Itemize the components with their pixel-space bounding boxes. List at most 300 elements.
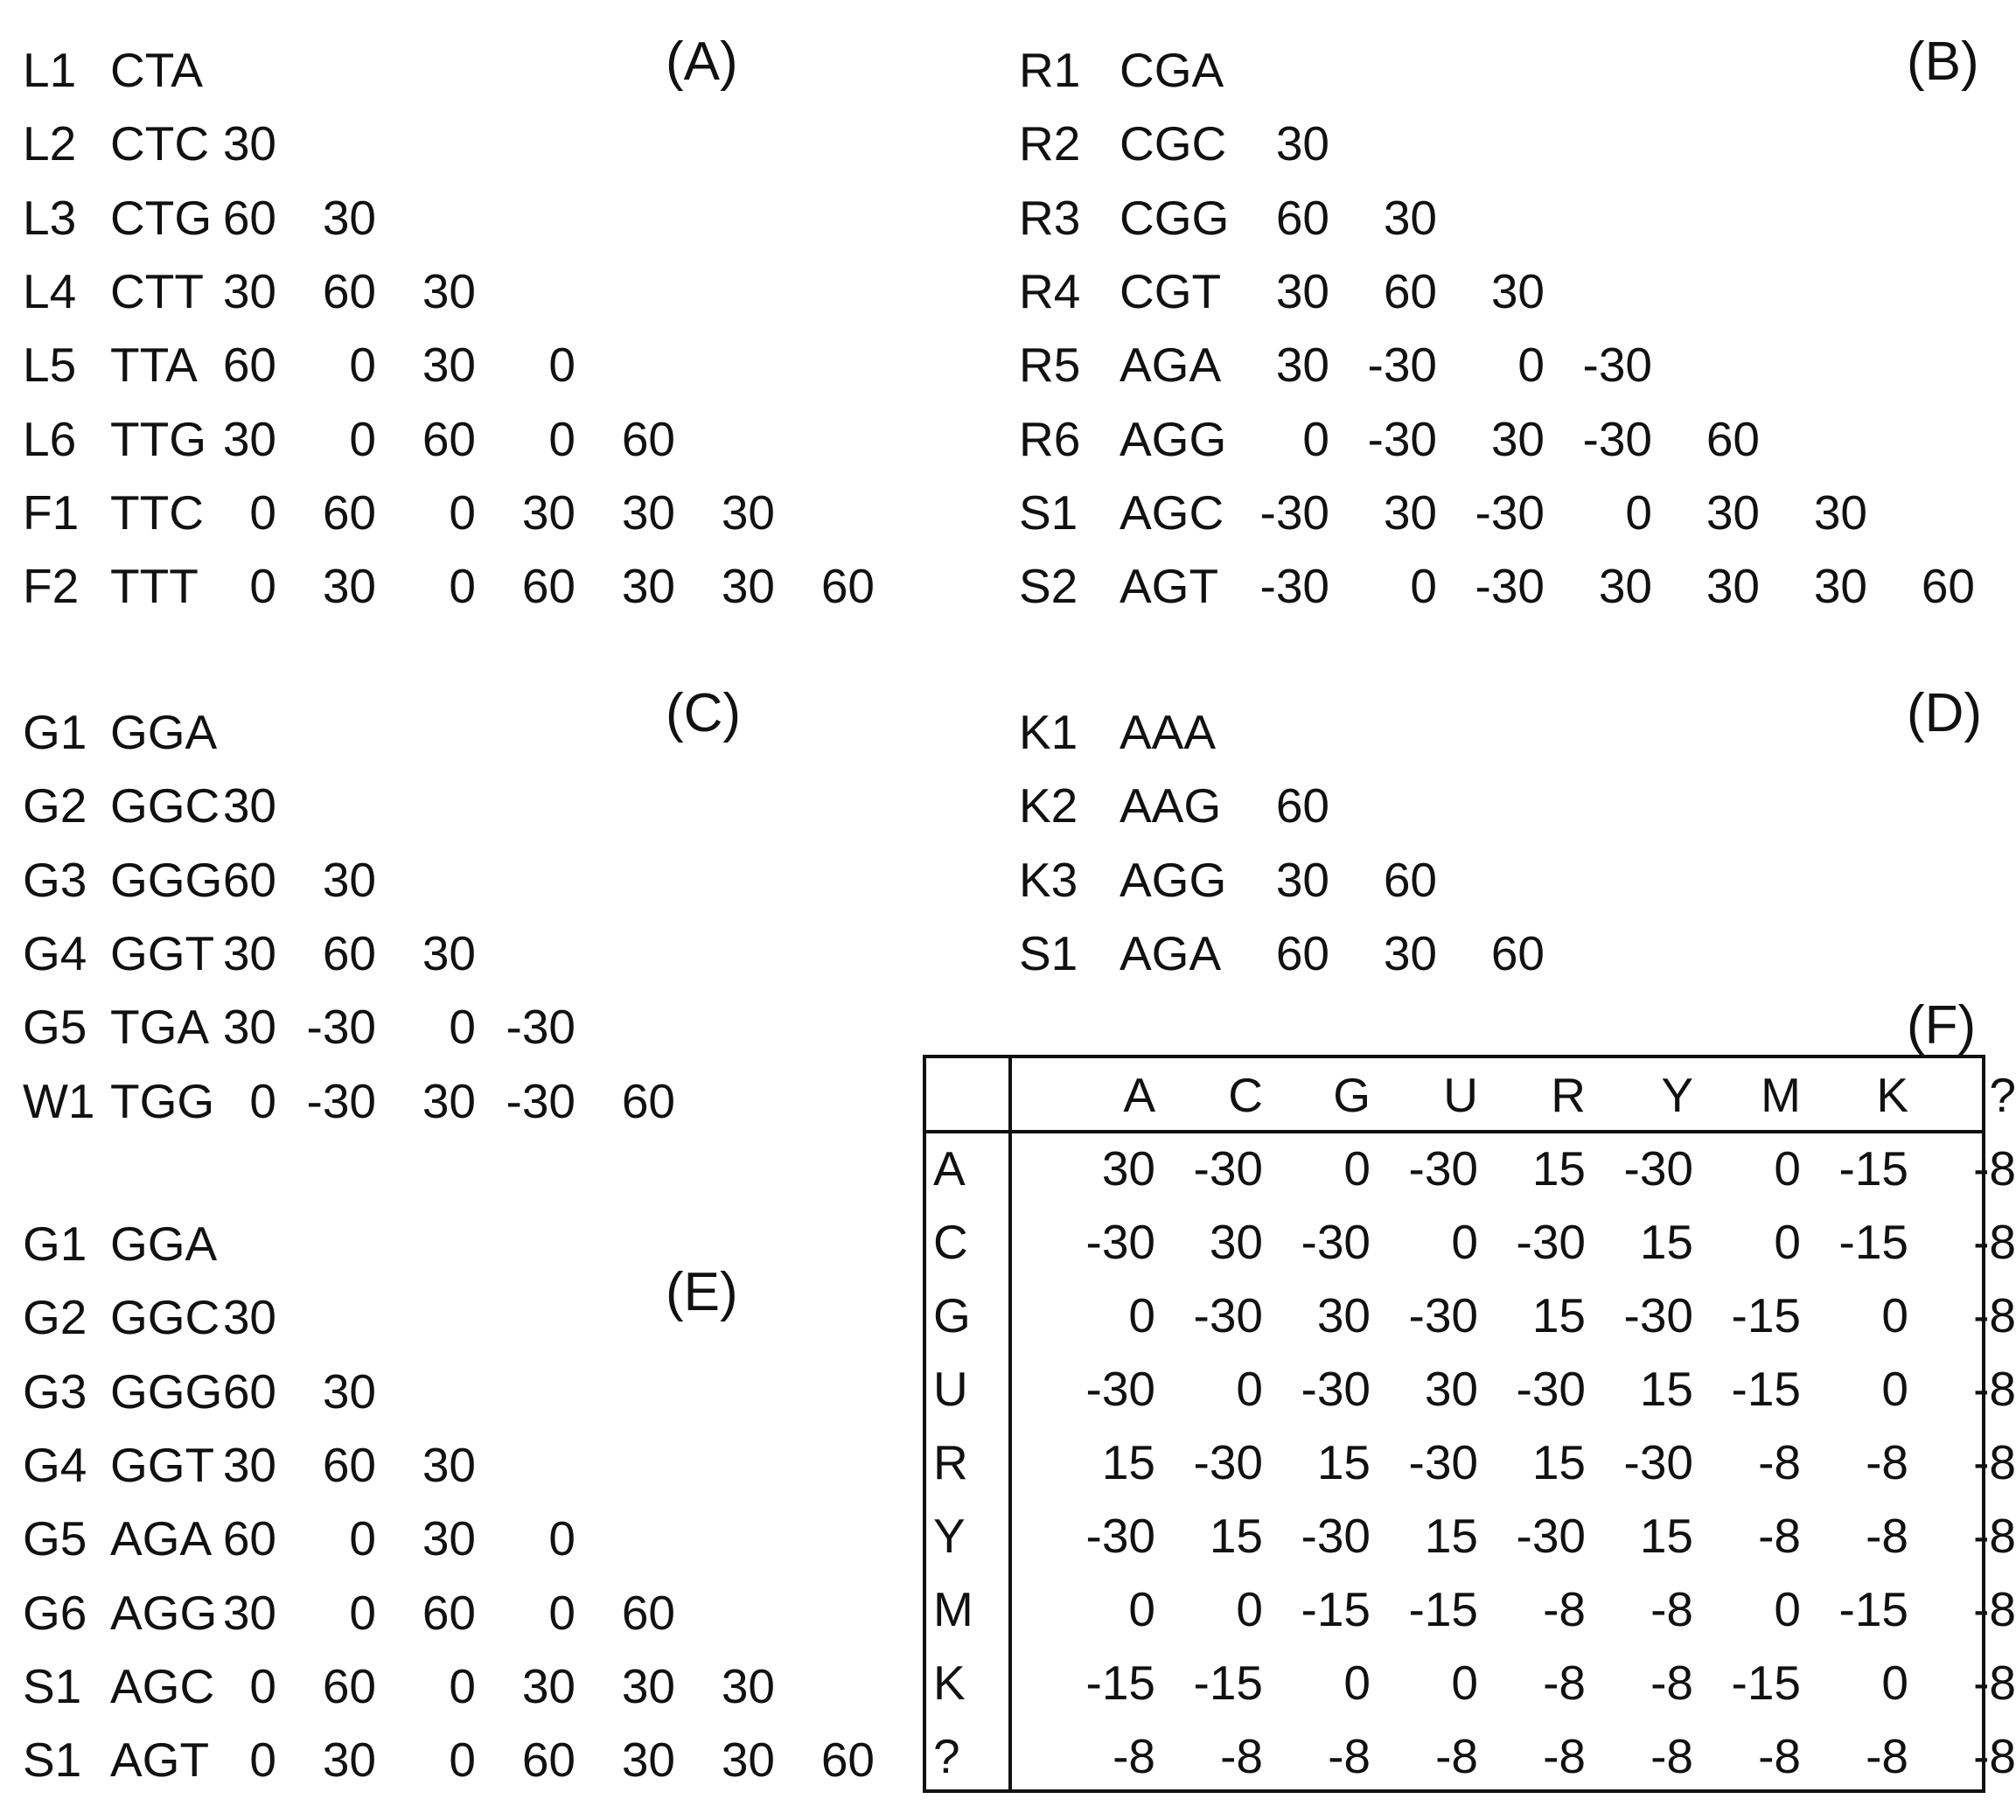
matrix-cell: 0: [1128, 1582, 1155, 1636]
row-id: G4: [23, 1437, 87, 1492]
row-header: C: [933, 1215, 968, 1269]
score-value: 60: [1383, 263, 1437, 318]
matrix-cell: -30: [1516, 1362, 1586, 1416]
score-value: 0: [449, 1000, 476, 1055]
matrix-cell: -30: [1301, 1215, 1371, 1269]
matrix-cell: -30: [1085, 1509, 1155, 1563]
codon-row: [23, 1207, 985, 1280]
column-header: A: [1123, 1068, 1155, 1122]
score-value: 30: [1813, 485, 1867, 540]
matrix-cell: -15: [1085, 1656, 1155, 1710]
codon: AGA: [1120, 925, 1222, 980]
score-value: 0: [349, 1585, 376, 1640]
matrix-cell: -30: [1085, 1215, 1155, 1269]
matrix-cell: 0: [1881, 1362, 1908, 1416]
codon-row: [23, 181, 985, 255]
codon-row: [1019, 107, 1981, 180]
codon-row: [23, 33, 985, 107]
score-value: 30: [721, 485, 775, 540]
score-value: 30: [222, 116, 276, 171]
score-value: 30: [1490, 411, 1545, 466]
codon-row: [1019, 328, 1981, 401]
score-value: 0: [249, 1658, 276, 1713]
row-id: G5: [23, 1000, 87, 1055]
codon: AGC: [110, 1658, 215, 1713]
matrix-cell: 30: [1101, 1141, 1155, 1196]
panel-label: (C): [666, 683, 742, 743]
score-value: 60: [820, 559, 875, 614]
score-value: -30: [1475, 485, 1545, 540]
codon: GGT: [110, 1437, 215, 1492]
codon: AGA: [1120, 338, 1222, 393]
column-header: K: [1876, 1068, 1908, 1122]
matrix-cell: -30: [1193, 1435, 1263, 1489]
score-value: 30: [1706, 559, 1760, 614]
row-id: R6: [1019, 411, 1081, 466]
codon-row: [23, 1576, 985, 1649]
score-value: 30: [322, 190, 376, 245]
matrix-cell: -8: [1973, 1362, 2016, 1416]
codon: GGC: [110, 1290, 220, 1345]
score-value: 60: [322, 1437, 376, 1492]
matrix-cell: -8: [1543, 1656, 1586, 1710]
matrix-cell: -15: [1731, 1656, 1801, 1710]
score-value: 30: [621, 485, 675, 540]
score-value: 30: [222, 1000, 276, 1055]
score-value: 30: [422, 1073, 476, 1128]
matrix-cell: -8: [1973, 1582, 2016, 1636]
codon-row: [23, 1355, 985, 1428]
codon-row: [23, 1428, 985, 1502]
row-id: R3: [1019, 190, 1081, 245]
row-id: G3: [23, 852, 87, 907]
score-value: 30: [422, 263, 476, 318]
matrix-cell: -15: [1838, 1141, 1908, 1196]
codon: AAG: [1120, 778, 1222, 833]
score-value: 0: [449, 485, 476, 540]
score-value: 30: [1383, 190, 1437, 245]
score-value: 30: [322, 852, 376, 907]
row-id: G3: [23, 1363, 87, 1419]
row-id: G1: [23, 705, 87, 759]
matrix-cell: 0: [1236, 1362, 1263, 1416]
score-value: 60: [1490, 925, 1545, 980]
score-value: -30: [1475, 559, 1545, 614]
codon-row: [23, 990, 985, 1063]
score-value: -30: [1582, 338, 1652, 393]
matrix-cell: 0: [1881, 1288, 1908, 1342]
score-value: 30: [322, 1363, 376, 1419]
score-value: -30: [1367, 411, 1437, 466]
matrix-cell: -8: [1543, 1582, 1586, 1636]
codon: GGG: [110, 1363, 223, 1419]
matrix-cell: -8: [1973, 1141, 2016, 1196]
codon-row: [23, 402, 985, 476]
codon: CGT: [1120, 263, 1222, 318]
score-value: 60: [621, 1585, 675, 1640]
score-value: -30: [1367, 338, 1437, 393]
codon-row: [23, 695, 985, 769]
score-value: 60: [1275, 190, 1329, 245]
score-value: 0: [1625, 485, 1652, 540]
codon-row: [1019, 476, 1981, 549]
row-id: G6: [23, 1585, 87, 1640]
matrix-cell: -8: [1866, 1729, 1908, 1783]
codon: AAA: [1120, 705, 1217, 759]
row-id: S1: [23, 1658, 82, 1713]
row-header: G: [933, 1288, 971, 1342]
score-value: 30: [222, 411, 276, 466]
score-value: 0: [349, 411, 376, 466]
score-value: 0: [349, 338, 376, 393]
codon: AGC: [1120, 485, 1224, 540]
score-value: -30: [506, 1000, 576, 1055]
score-value: 30: [222, 263, 276, 318]
row-id: R1: [1019, 43, 1081, 97]
row-header: M: [933, 1582, 973, 1636]
row-id: W1: [23, 1073, 95, 1128]
score-value: 0: [249, 485, 276, 540]
codon-row: [23, 107, 985, 180]
matrix-cell: -15: [1301, 1582, 1371, 1636]
matrix-cell: -30: [1301, 1509, 1371, 1563]
score-value: 60: [422, 1585, 476, 1640]
codon: GGT: [110, 925, 215, 980]
codon-row: [23, 1064, 985, 1138]
matrix-cell: -8: [1758, 1509, 1801, 1563]
codon-row: [23, 1280, 985, 1354]
row-id: R2: [1019, 116, 1081, 171]
score-value: 30: [222, 778, 276, 833]
score-value: 30: [422, 925, 476, 980]
matrix-cell: -8: [1973, 1729, 2016, 1783]
row-id: L1: [23, 43, 77, 97]
codon-row: [1019, 181, 1981, 255]
codon: TGG: [110, 1073, 215, 1128]
substitution-matrix: [923, 1055, 2016, 1793]
row-id: G1: [23, 1217, 87, 1271]
score-value: 30: [1598, 559, 1652, 614]
row-header: K: [933, 1656, 966, 1710]
column-header: R: [1551, 1068, 1586, 1122]
score-value: 30: [322, 559, 376, 614]
score-value: 30: [1706, 485, 1760, 540]
codon-row: [1019, 917, 1981, 990]
score-value: 0: [249, 559, 276, 614]
score-value: 30: [222, 1585, 276, 1640]
codon: AGA: [110, 1511, 213, 1566]
codon: CGA: [1120, 43, 1224, 97]
matrix-cell: -15: [1838, 1215, 1908, 1269]
row-id: L5: [23, 338, 77, 393]
matrix-cell: -8: [1973, 1435, 2016, 1489]
codon: TTC: [110, 485, 204, 540]
matrix-cell: 15: [1101, 1435, 1155, 1489]
matrix-cell: -30: [1193, 1141, 1263, 1196]
score-value: 30: [1275, 338, 1329, 393]
score-value: 60: [222, 338, 276, 393]
score-value: 30: [621, 559, 675, 614]
score-value: 60: [621, 411, 675, 466]
matrix-cell: -8: [1973, 1215, 2016, 1269]
column-header: U: [1443, 1068, 1478, 1122]
matrix-cell: 15: [1531, 1141, 1586, 1196]
codon: CTG: [110, 190, 213, 245]
codon: GGA: [110, 705, 218, 759]
row-header: U: [933, 1362, 968, 1416]
row-id: G5: [23, 1511, 87, 1566]
matrix-cell: 0: [1774, 1215, 1801, 1269]
matrix-cell: 0: [1881, 1656, 1908, 1710]
score-value: 30: [222, 1437, 276, 1492]
row-id: K2: [1019, 778, 1078, 833]
score-value: 30: [422, 338, 476, 393]
codon: GGC: [110, 778, 220, 833]
score-value: 60: [1706, 411, 1760, 466]
row-id: L4: [23, 263, 77, 318]
codon-row: [23, 769, 985, 842]
matrix-divider-v: [1008, 1058, 1012, 1789]
codon-row: [23, 549, 985, 623]
score-value: 30: [1275, 852, 1329, 907]
score-value: 30: [222, 1290, 276, 1345]
matrix-cell: 0: [1451, 1215, 1478, 1269]
matrix-cell: -30: [1085, 1362, 1155, 1416]
score-value: 0: [449, 1733, 476, 1788]
matrix-cell: 15: [1316, 1435, 1371, 1489]
matrix-cell: 0: [1774, 1582, 1801, 1636]
score-value: -30: [306, 1073, 376, 1128]
codon-row: [23, 1649, 985, 1723]
matrix-cell: -8: [1650, 1729, 1693, 1783]
score-value: 60: [322, 925, 376, 980]
codon-row: [1019, 769, 1981, 842]
matrix-cell: -30: [1408, 1141, 1478, 1196]
matrix-cell: -30: [1623, 1141, 1693, 1196]
panel-label: (B): [1907, 31, 1979, 92]
codon-row: [1019, 402, 1981, 476]
column-header: G: [1333, 1068, 1371, 1122]
score-value: 30: [1813, 559, 1867, 614]
matrix-cell: 15: [1639, 1362, 1693, 1416]
row-id: L6: [23, 411, 77, 466]
row-header: R: [933, 1435, 968, 1489]
score-value: 30: [1383, 485, 1437, 540]
matrix-cell: -30: [1408, 1288, 1478, 1342]
codon-row: [1019, 843, 1981, 917]
column-header: ?: [1989, 1068, 2016, 1122]
codon: CTA: [110, 43, 203, 97]
score-value: 60: [222, 1511, 276, 1566]
score-value: 30: [422, 1437, 476, 1492]
codon: CGC: [1120, 116, 1227, 171]
score-value: 60: [322, 1658, 376, 1713]
score-value: 0: [548, 1585, 576, 1640]
matrix-cell: 30: [1424, 1362, 1478, 1416]
score-value: 60: [521, 1733, 576, 1788]
matrix-cell: -30: [1623, 1288, 1693, 1342]
codon: CTT: [110, 263, 204, 318]
matrix-cell: -15: [1408, 1582, 1478, 1636]
panel-label: (E): [666, 1262, 738, 1322]
matrix-cell: 15: [1639, 1215, 1693, 1269]
codon: AGG: [1120, 411, 1227, 466]
matrix-cell: -8: [1758, 1435, 1801, 1489]
codon: AGG: [110, 1585, 218, 1640]
row-id: L3: [23, 190, 77, 245]
matrix-cell: 15: [1209, 1509, 1263, 1563]
codon: AGT: [110, 1733, 210, 1788]
row-id: S1: [23, 1733, 82, 1788]
score-value: 30: [721, 559, 775, 614]
score-value: 30: [1275, 116, 1329, 171]
codon: GGG: [110, 852, 223, 907]
row-id: K1: [1019, 705, 1078, 759]
matrix-cell: -8: [1866, 1509, 1908, 1563]
score-value: 30: [1275, 263, 1329, 318]
matrix-cell: -8: [1328, 1729, 1371, 1783]
codon-row: [23, 843, 985, 917]
row-id: G4: [23, 925, 87, 980]
codon-row: [23, 328, 985, 401]
codon-row: [1019, 695, 1981, 769]
matrix-cell: -8: [1435, 1729, 1478, 1783]
row-id: K3: [1019, 852, 1078, 907]
column-header: Y: [1661, 1068, 1693, 1122]
matrix-cell: -8: [1758, 1729, 1801, 1783]
matrix-cell: 15: [1531, 1288, 1586, 1342]
score-value: 0: [449, 559, 476, 614]
codon-row: [23, 255, 985, 328]
score-value: 0: [548, 411, 576, 466]
score-value: 60: [222, 1363, 276, 1419]
matrix-cell: 30: [1316, 1288, 1371, 1342]
row-id: F1: [23, 485, 80, 540]
score-value: -30: [306, 1000, 376, 1055]
score-value: 30: [521, 485, 576, 540]
score-value: 30: [721, 1658, 775, 1713]
codon-row: [23, 917, 985, 990]
score-value: -30: [506, 1073, 576, 1128]
row-id: G2: [23, 1290, 87, 1345]
codon-row: [1019, 33, 1981, 107]
codon: CGG: [1120, 190, 1230, 245]
score-value: 60: [1275, 925, 1329, 980]
score-value: 60: [1383, 852, 1437, 907]
score-value: -30: [1259, 559, 1329, 614]
score-value: 60: [820, 1733, 875, 1788]
score-value: 30: [1383, 925, 1437, 980]
score-value: 30: [222, 925, 276, 980]
matrix-cell: -8: [1220, 1729, 1263, 1783]
score-value: -30: [1259, 485, 1329, 540]
score-value: 60: [1921, 559, 1975, 614]
score-value: 0: [449, 1658, 476, 1713]
codon: CTC: [110, 116, 210, 171]
matrix-cell: 0: [1236, 1582, 1263, 1636]
matrix-cell: 0: [1343, 1656, 1371, 1710]
matrix-cell: -30: [1516, 1509, 1586, 1563]
row-id: R4: [1019, 263, 1081, 318]
matrix-cell: -30: [1516, 1215, 1586, 1269]
matrix-cell: -8: [1650, 1656, 1693, 1710]
codon-row: [1019, 255, 1981, 328]
matrix-cell: -8: [1973, 1288, 2016, 1342]
matrix-cell: -8: [1973, 1509, 2016, 1563]
codon-row: [23, 476, 985, 549]
matrix-cell: 0: [1128, 1288, 1155, 1342]
score-value: 0: [1302, 411, 1329, 466]
score-value: 60: [222, 852, 276, 907]
codon-row: [23, 1723, 985, 1796]
score-value: 0: [1410, 559, 1437, 614]
matrix-cell: -8: [1650, 1582, 1693, 1636]
matrix-cell: -15: [1731, 1288, 1801, 1342]
row-id: G2: [23, 778, 87, 833]
matrix-cell: -30: [1623, 1435, 1693, 1489]
matrix-cell: -8: [1866, 1435, 1908, 1489]
codon-row: [1019, 549, 1981, 623]
score-value: 0: [249, 1073, 276, 1128]
matrix-cell: -8: [1973, 1656, 2016, 1710]
score-value: 0: [548, 338, 576, 393]
codon: TTG: [110, 411, 206, 466]
panel-label-f: (F): [1907, 995, 1977, 1056]
score-value: 60: [1275, 778, 1329, 833]
row-id: R5: [1019, 338, 1081, 393]
matrix-cell: -15: [1193, 1656, 1263, 1710]
matrix-cell: -30: [1408, 1435, 1478, 1489]
panel-label: (D): [1907, 683, 1983, 743]
column-header: M: [1761, 1068, 1801, 1122]
score-value: 60: [621, 1073, 675, 1128]
score-value: 60: [521, 559, 576, 614]
score-value: 0: [1517, 338, 1545, 393]
row-id: F2: [23, 559, 80, 614]
codon: TGA: [110, 1000, 210, 1055]
score-value: 30: [521, 1658, 576, 1713]
matrix-cell: -15: [1731, 1362, 1801, 1416]
matrix-cell: 0: [1774, 1141, 1801, 1196]
matrix-cell: -30: [1301, 1362, 1371, 1416]
score-value: 0: [249, 1733, 276, 1788]
score-value: 60: [322, 485, 376, 540]
codon: TTT: [110, 559, 199, 614]
score-value: 30: [621, 1733, 675, 1788]
score-value: 0: [349, 1511, 376, 1566]
score-value: 30: [621, 1658, 675, 1713]
matrix-cell: -8: [1113, 1729, 1155, 1783]
codon: AGG: [1120, 852, 1227, 907]
row-id: S1: [1019, 485, 1078, 540]
codon-row: [23, 1502, 985, 1575]
panel-label: (A): [666, 31, 738, 92]
codon: AGT: [1120, 559, 1219, 614]
matrix-cell: -30: [1193, 1288, 1263, 1342]
matrix-cell: 0: [1343, 1141, 1371, 1196]
row-id: L2: [23, 116, 77, 171]
codon: TTA: [110, 338, 198, 393]
score-value: 60: [222, 190, 276, 245]
score-value: 60: [322, 263, 376, 318]
score-value: 0: [548, 1511, 576, 1566]
score-value: 30: [721, 1733, 775, 1788]
score-value: -30: [1582, 411, 1652, 466]
row-header: A: [933, 1141, 966, 1196]
matrix-cell: 15: [1531, 1435, 1586, 1489]
score-value: 30: [422, 1511, 476, 1566]
matrix-cell: -15: [1838, 1582, 1908, 1636]
